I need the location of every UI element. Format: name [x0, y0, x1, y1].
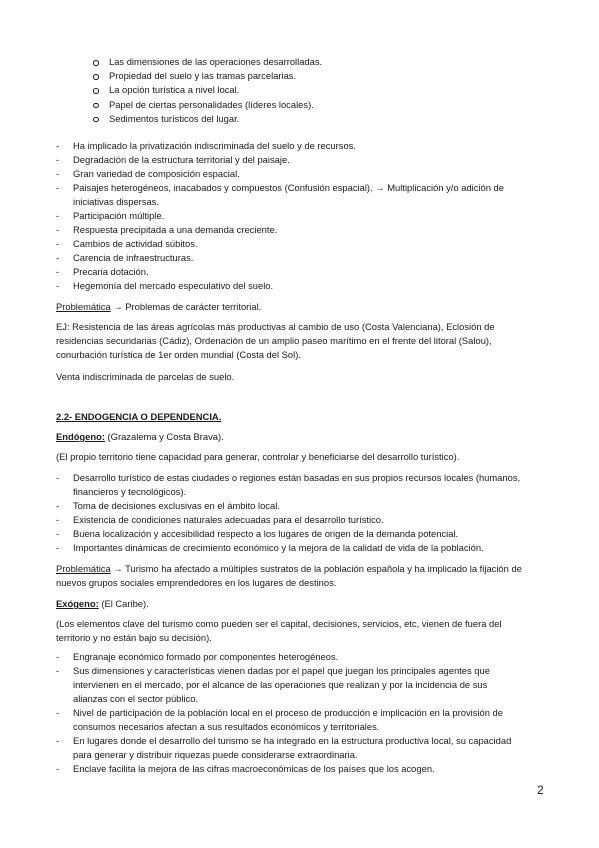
exogeno-list — [56, 650, 524, 776]
list-item: Papel de ciertas personalidades (líderes locales). — [93, 98, 493, 112]
exogeno-label: Exógeno: — [56, 598, 99, 609]
list-item: - Carencia de infraestructuras. — [56, 251, 524, 265]
list-item: - Enclave facilita la mejora de las cifras macroeconómicas de los países que los acogen. — [56, 762, 524, 776]
endogeno-definition: (El propio territorio tiene capacidad para generar, controlar y beneficiarse del desarrollo turístico). — [56, 451, 460, 462]
list-item: - Gran variedad de composición espacial. — [56, 167, 524, 181]
list-item: Propiedad del suelo y las tramas parcelarias. — [93, 69, 493, 83]
endogeno-label: Endógeno: — [56, 431, 105, 442]
endogeno-heading — [56, 430, 524, 444]
page-number: 2 — [537, 783, 544, 797]
list-item: - Ha implicado la privatización indiscriminada del suelo y de recursos. — [56, 139, 524, 153]
section-heading: 2.2- ENDOGENCIA O DEPENDENCIA. — [56, 411, 222, 422]
exogeno-definition: (Los elementos clave del turismo como pueden ser el capital, decisiones, servicios, etc, vienen de fuera del territorio y no están bajo su decisión). — [56, 618, 502, 643]
list-item: - Participación múltiple. — [56, 209, 524, 223]
list-item: - Toma de decisiones exclusivas en el ámbito local. — [56, 499, 524, 513]
list-item: Las dimensiones de las operaciones desarrolladas. — [93, 55, 493, 69]
sub-bullet-list — [93, 55, 493, 126]
list-item: - Precaria dotación. — [56, 265, 524, 279]
list-item: - Engranaje económico formado por componentes heterogéneos. — [56, 650, 524, 664]
endogeno-list — [56, 471, 524, 555]
list-item: - Nivel de participación de la población local en el proceso de producción e implicación en la provisión de consumos necesarios afectan a sus resultados económicos y territoriales. — [56, 706, 524, 734]
problematica-label: Problemática — [56, 563, 111, 574]
problematica-paragraph-2 — [56, 562, 524, 590]
list-item: - Existencia de condiciones naturales adecuadas para el desarrollo turístico. — [56, 513, 524, 527]
list-item: - Cambios de actividad súbitos. — [56, 237, 524, 251]
list-item: La opción turística a nivel local. — [93, 83, 493, 97]
list-item: - Paisajes heterogéneos, inacabados y compuestos (Confusión espacial). → Multiplicación y/o adición de iniciativas dispersas. — [56, 181, 524, 209]
endogeno-examples: (Grazalema y Costa Brava). — [104, 431, 224, 442]
list-item: - Hegemonía del mercado especulativo del suelo. — [56, 279, 524, 293]
list-item: - Desarrollo turístico de estas ciudades o regiones están basadas en sus propios recursos locales (humanos, financieros y tecnológicos). — [56, 471, 524, 499]
exogeno-heading — [56, 597, 524, 611]
problematica-paragraph — [56, 300, 524, 314]
list-item: - Respuesta precipitada a una demanda creciente. — [56, 223, 524, 237]
problematica-text: → Turismo ha afectado a múltiples sustratos de la población española y ha implicado la fijación de nuevos grupos sociales emprendedores en los lugares de destinos. — [56, 563, 522, 588]
list-item: - Importantes dinámicas de crecimiento económico y la mejora de la calidad de vida de la población. — [56, 541, 524, 555]
venta-paragraph: Venta indiscriminada de parcelas de suelo. — [56, 371, 235, 382]
list-item: - Sus dimensiones y características vienen dadas por el papel que juegan los principales agentes que intervienen en el mercado, por el alcance de las operaciones que realizan y por la incidencia de sus alianzas con el sector público. — [56, 664, 524, 706]
list-item: - Buena localización y accesibilidad respecto a los lugares de origen de la demanda potencial. — [56, 527, 524, 541]
problematica-label: Problemática — [56, 301, 111, 312]
list-item: - Degradación de la estructura territorial y del paisaje. — [56, 153, 524, 167]
example-paragraph: EJ: Resistencia de las áreas agrícolas más productivas al cambio de uso (Costa Valenciana), Eclosión de residencias secundarias (Cádiz), Ordenación de un amplio paseo marítimo en el frente del litoral (Salou), conurbación turística de 1er orden mundial (Costa del Sol). — [56, 321, 495, 360]
exogeno-examples: (El Caribe). — [98, 598, 149, 609]
list-item: Sedimentos turísticos del lugar. — [93, 112, 493, 126]
list-item: - En lugares donde el desarrollo del turismo se ha integrado en la estructura productiva local, su capacidad para generar y distribuir riquezas puede considerarse extraordinaria. — [56, 734, 524, 762]
problematica-text: → Problemas de carácter territorial. — [110, 301, 262, 312]
characteristics-list — [56, 139, 524, 293]
